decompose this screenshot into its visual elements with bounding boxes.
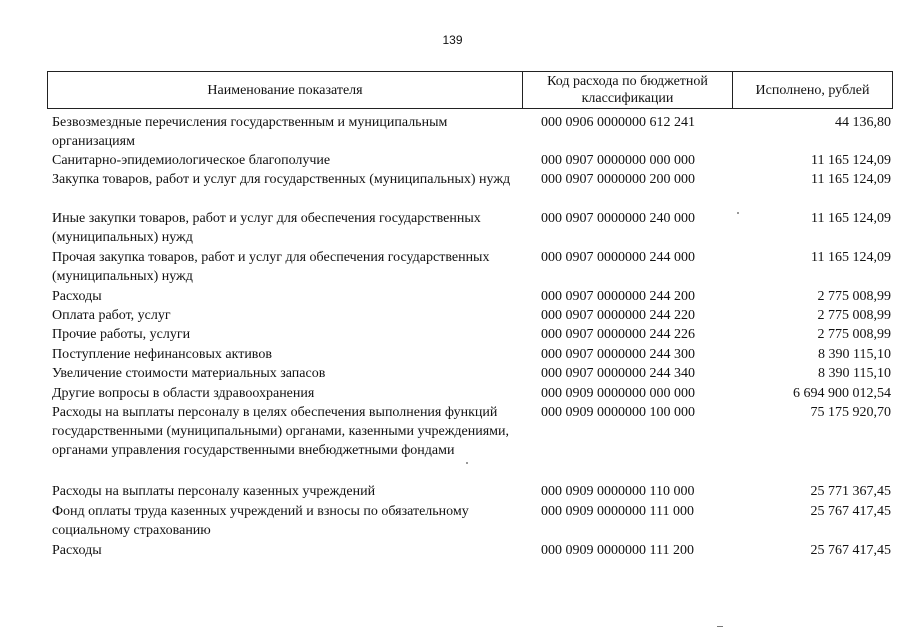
- row-amount: 11 165 124,09: [811, 172, 891, 187]
- row-code: 000 0907 0000000 244 220: [541, 308, 695, 323]
- row-code: 000 0907 0000000 244 340: [541, 366, 695, 381]
- scan-mark: [717, 626, 723, 627]
- row-code: 000 0909 0000000 110 000: [541, 484, 695, 499]
- row-code: 000 0907 0000000 000 000: [541, 153, 695, 168]
- header-name: Наименование показателя: [48, 72, 523, 108]
- row-code: 000 0909 0000000 100 000: [541, 405, 695, 420]
- row-amount: 2 775 008,99: [817, 327, 891, 342]
- row-amount: 8 390 115,10: [818, 366, 891, 381]
- scan-speck: [466, 462, 468, 464]
- row-code: 000 0909 0000000 111 000: [541, 504, 694, 519]
- row-code: 000 0907 0000000 244 300: [541, 347, 695, 362]
- row-code: 000 0907 0000000 244 000: [541, 250, 695, 265]
- header-amount: Исполнено, рублей: [755, 82, 870, 98]
- row-name: Увеличение стоимости материальных запасов: [52, 366, 326, 381]
- row-name: Поступление нефинансовых активов: [52, 347, 272, 362]
- row-amount: 44 136,80: [835, 115, 891, 130]
- row-name: Расходы на выплаты персоналу казенных учреждений: [52, 484, 376, 499]
- row-name: Фонд оплаты труда казенных учреждений и взносы по обязательному социальному страхованию: [52, 504, 469, 538]
- row-name: Оплата работ, услуг: [52, 308, 171, 323]
- row-name: Безвозмездные перечисления государственным и муниципальным организациям: [52, 115, 448, 149]
- table-header: [47, 71, 893, 109]
- row-amount: 2 775 008,99: [817, 289, 891, 304]
- row-amount: 25 767 417,45: [810, 504, 891, 519]
- row-amount: 25 771 367,45: [810, 484, 891, 499]
- row-code: 000 0909 0000000 111 200: [541, 543, 694, 558]
- row-amount: 25 767 417,45: [810, 543, 891, 558]
- row-name: Другие вопросы в области здравоохранения: [52, 386, 315, 401]
- row-code: 000 0907 0000000 240 000: [541, 211, 695, 226]
- header-code: Код расхода по бюджетной классификации: [523, 72, 733, 108]
- row-amount: 6 694 900 012,54: [793, 386, 891, 401]
- row-amount: 2 775 008,99: [817, 308, 891, 323]
- row-code: 000 0907 0000000 244 200: [541, 289, 695, 304]
- row-code: 000 0906 0000000 612 241: [541, 115, 695, 130]
- row-name: Закупка товаров, работ и услуг для государственных (муниципальных) нужд: [52, 172, 511, 187]
- row-code: 000 0909 0000000 000 000: [541, 386, 695, 401]
- row-name: Расходы: [52, 543, 102, 558]
- row-amount: 11 165 124,09: [811, 153, 891, 168]
- row-name: Прочие работы, услуги: [52, 327, 191, 342]
- row-code: 000 0907 0000000 244 226: [541, 327, 695, 342]
- scan-speck: [737, 212, 739, 214]
- row-code: 000 0907 0000000 200 000: [541, 172, 695, 187]
- row-amount: 11 165 124,09: [811, 250, 891, 265]
- row-amount: 75 175 920,70: [810, 405, 891, 420]
- row-name: Санитарно-эпидемиологическое благополучие: [52, 153, 331, 168]
- row-name: Расходы: [52, 289, 102, 304]
- row-amount: 8 390 115,10: [818, 347, 891, 362]
- row-name: Прочая закупка товаров, работ и услуг для обеспечения государственных (муниципальных) нужд: [52, 250, 490, 284]
- row-name: Иные закупки товаров, работ и услуг для обеспечения государственных (муниципальных) нужд: [52, 211, 481, 245]
- page-number: 139: [442, 33, 463, 47]
- row-name: Расходы на выплаты персоналу в целях обеспечения выполнения функций государственными (муниципальными) органами, казенными учреждениями, органами управления государственными внебюджетными фондами: [52, 405, 509, 458]
- row-amount: 11 165 124,09: [811, 211, 891, 226]
